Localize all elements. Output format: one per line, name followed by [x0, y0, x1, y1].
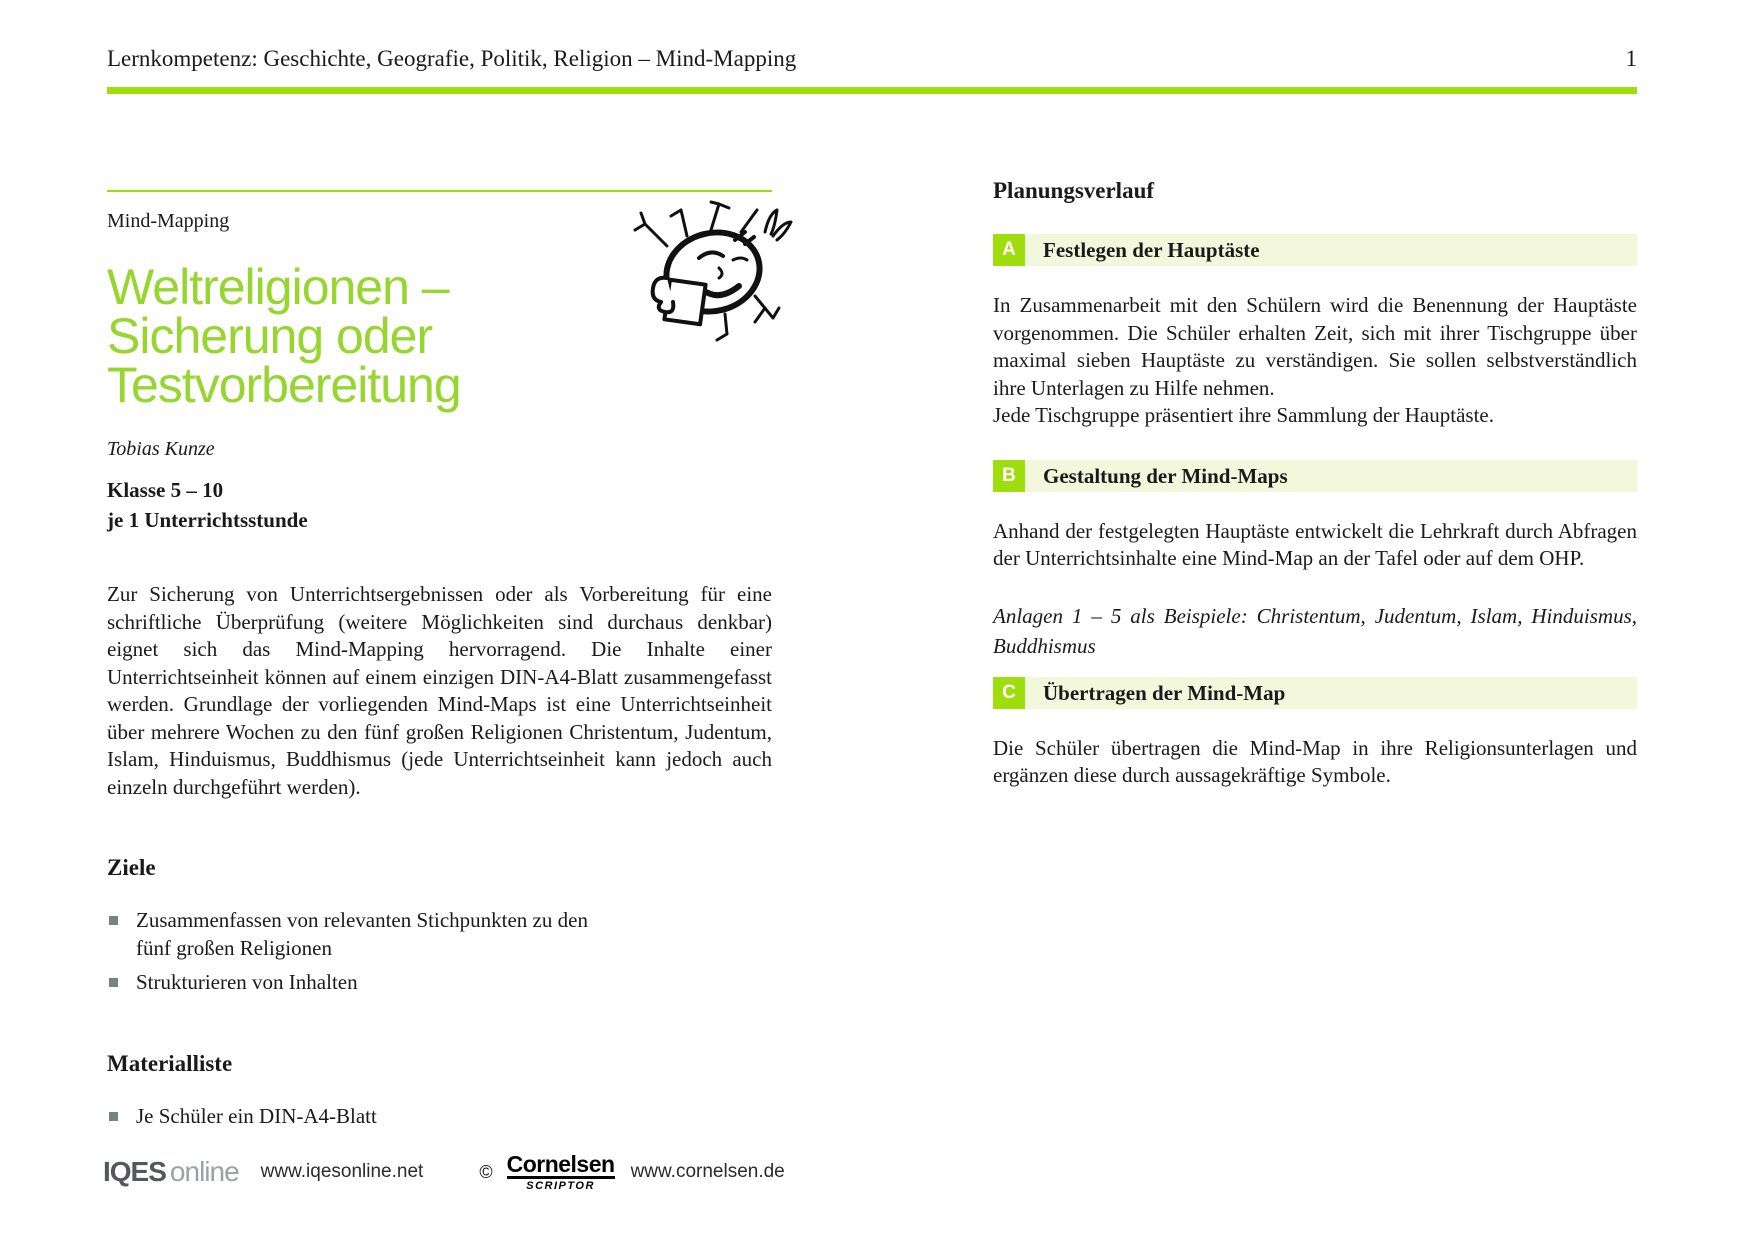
step-header-a: [993, 234, 1637, 266]
left-column: [107, 190, 772, 1137]
cornelsen-url: www.cornelsen.de: [630, 1161, 785, 1182]
list-item: Je Schüler ein DIN-A4-Blatt: [107, 1103, 627, 1131]
header-rule: [107, 87, 1637, 94]
planungsverlauf-heading: Planungsverlauf: [993, 178, 1155, 203]
list-item: Zusammenfassen von relevanten Stichpunkten zu den fünf großen Religionen: [107, 907, 627, 962]
article-title-line-3: Testvorbereitung: [107, 357, 461, 413]
iqes-url: www.iqesonline.net: [260, 1161, 424, 1182]
cornelsen-logo-sub: SCRIPTOR: [526, 1180, 595, 1192]
step-letter-badge: B: [993, 460, 1025, 492]
page-header: [107, 46, 1637, 72]
mindmap-doodle-illustration: [615, 198, 795, 348]
ziele-list: [107, 907, 772, 997]
step-header-b: [993, 460, 1637, 492]
section-hairline: [107, 190, 772, 192]
step-title: Gestaltung der Mind-Maps: [1043, 463, 1288, 488]
materialliste-heading: Materialliste: [107, 1050, 233, 1076]
step-title: Übertragen der Mind-Map: [1043, 680, 1286, 705]
iqes-online-logo: [103, 1156, 239, 1188]
step-body-line: Jede Tischgruppe präsentiert ihre Sammlung der Hauptäste.: [993, 403, 1494, 427]
step-title: Festlegen der Hauptäste: [1043, 238, 1260, 262]
lesson-duration: je 1 Unterrichtsstunde: [107, 508, 308, 532]
material-list: [107, 1103, 772, 1131]
step-letter-badge: C: [993, 677, 1025, 709]
class-range: Klasse 5 – 10: [107, 478, 224, 502]
step-body: Die Schüler übertragen die Mind-Map in ihre Religionsunterlagen und ergänzen diese durch aussagekräftige Symbole.: [993, 735, 1637, 787]
ziele-heading: Ziele: [107, 855, 156, 880]
iqes-logo-bold: IQES: [103, 1156, 166, 1187]
header-title: Lernkompetenz: Geschichte, Geografie, Politik, Religion – Mind-Mapping: [107, 46, 797, 71]
step-body: Anhand der festgelegten Hauptäste entwickelt die Lehrkraft durch Abfragen der Unterrichtsinhalte eine Mind-Map an der Tafel oder auf dem OHP.: [993, 518, 1637, 570]
class-info: [107, 475, 772, 535]
page-footer: [103, 1152, 785, 1192]
attachments-note: Anlagen 1 – 5 als Beispiele: Christentum, Judentum, Islam, Hinduismus, Buddhismus: [993, 603, 1637, 658]
cornelsen-logo-name: Cornelsen: [506, 1151, 615, 1177]
step-body: In Zusammenarbeit mit den Schülern wird die Benennung der Hauptäste vorgenommen. Die Schüler erhalten Zeit, sich mit ihrer Tischgruppe über maximal sieben Hauptäste zu verständigen. Sie sollen selbstverständlich ihre Unterlagen zu Hilfe nehmen.: [993, 293, 1637, 400]
cornelsen-scriptor-logo: [507, 1152, 615, 1192]
author-name: Tobias Kunze: [107, 438, 215, 460]
page-number: 1: [1625, 46, 1637, 71]
step-header-c: [993, 677, 1637, 709]
intro-paragraph: Zur Sicherung von Unterrichtsergebnissen oder als Vorbereitung für eine schriftliche Überprüfung (weitere Möglichkeiten sind durchaus denkbar) eignet sich das Mind-Mapping hervorragend. Die Inhalte einer Unterrichtseinheit können auf einem einzigen DIN-A4-Blatt zusammengefasst werden. Grundlage der vorliegenden Mind-Maps ist eine Unterrichtseinheit über mehrere Wochen zu den fünf großen Religionen Christentum, Judentum, Islam, Hinduismus, Buddhismus (jede Unterrichtseinheit kann jedoch auch einzeln durchgeführt werden).: [107, 582, 772, 799]
right-column: [993, 178, 1637, 790]
article-title-line-1: Weltreligionen –: [107, 259, 449, 315]
article-title-line-2: Sicherung oder: [107, 308, 433, 364]
iqes-logo-light: online: [169, 1156, 239, 1187]
list-item: Strukturieren von Inhalten: [107, 969, 627, 997]
step-letter-badge: A: [993, 234, 1025, 266]
copyright-symbol: ©: [479, 1161, 493, 1182]
series-kicker: Mind-Mapping: [107, 210, 230, 232]
